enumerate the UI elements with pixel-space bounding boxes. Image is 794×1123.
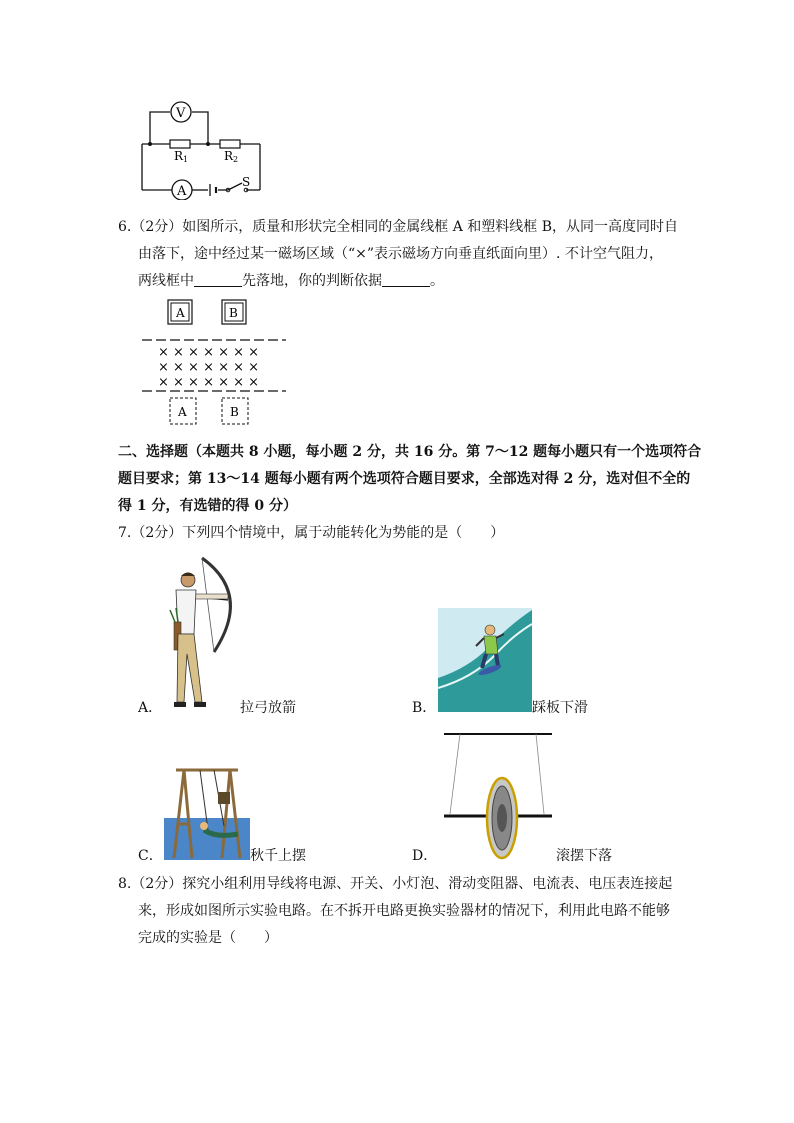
maxwell-pendulum-image (440, 726, 556, 860)
option-b-text: 踩板下滑 (532, 700, 588, 716)
q8-line3: 完成的实验是（ ） (138, 930, 278, 946)
r1-label: R (174, 149, 184, 163)
circuit-diagram (130, 98, 280, 200)
option-c-letter[interactable]: C． (138, 848, 163, 864)
swing-image (164, 764, 250, 860)
frame-a-top-label: A (176, 306, 185, 320)
q8-line2: 来，形成如图所示实验电路。在不拆开电路更换实验器材的情况下，利用此电路不能够 (138, 903, 670, 919)
answer-blank-2[interactable] (382, 270, 430, 287)
q6-line3-c: 。 (430, 273, 444, 289)
option-d-letter[interactable]: D． (412, 848, 438, 864)
option-b-letter[interactable]: B． (412, 700, 437, 716)
q6-line3 (138, 269, 444, 293)
field-row-1: × × × × × × × (158, 345, 260, 360)
frame-b-top-label: B (229, 306, 238, 320)
ammeter-label: A (177, 184, 187, 199)
r2-label: R (224, 149, 234, 163)
field-row-2: × × × × × × × (158, 360, 260, 375)
voltmeter-label: V (176, 106, 186, 121)
option-d-text: 滚摆下落 (556, 848, 612, 864)
q7-stem: 7.（2分）下列四个情境中，属于动能转化为势能的是（ ） (118, 525, 505, 541)
resistor-r1 (170, 140, 190, 148)
skateboarder-image (438, 608, 532, 712)
field-row-3: × × × × × × × (158, 375, 260, 390)
frame-b-bottom-label: B (230, 405, 239, 419)
magnetic-field-figure (140, 298, 290, 426)
q6-line1: 6.（2分）如图所示，质量和形状完全相同的金属线框 A 和塑料线框 B，从同一高度同时自 (118, 219, 679, 235)
q6-line2: 由落下，途中经过某一磁场区域（“×”表示磁场方向垂直纸面向里）. 不计空气阻力， (138, 246, 663, 262)
switch-label: S (242, 175, 251, 189)
section2-line3: 得 1 分，有选错的得 0 分） (118, 498, 297, 514)
resistor-r2 (220, 140, 240, 148)
q6-line3-b: 先落地，你的判断依据 (242, 273, 382, 289)
option-a-letter[interactable]: A． (138, 700, 163, 716)
r1-subscript: 1 (183, 155, 189, 164)
option-c-text: 秋千上摆 (250, 848, 306, 864)
q6-line3-a: 两线框中 (138, 273, 194, 289)
section2-line1: 二、选择题（本题共 8 小题，每小题 2 分，共 16 分。第 7～12 题每小题只有一个选项符合 (118, 444, 702, 460)
section2-line2: 题目要求；第 13～14 题每小题有两个选项符合题目要求，全部选对得 2 分，选对但不全的 (118, 471, 691, 487)
option-a-text: 拉弓放箭 (240, 700, 296, 716)
q8-line1: 8.（2分）探究小组利用导线将电源、开关、小灯泡、滑动变阻器、电流表、电压表连接起 (118, 876, 673, 892)
archer-image (162, 556, 242, 710)
r2-subscript: 2 (233, 155, 239, 164)
answer-blank-1[interactable] (194, 270, 242, 287)
frame-a-bottom-label: A (178, 405, 187, 419)
